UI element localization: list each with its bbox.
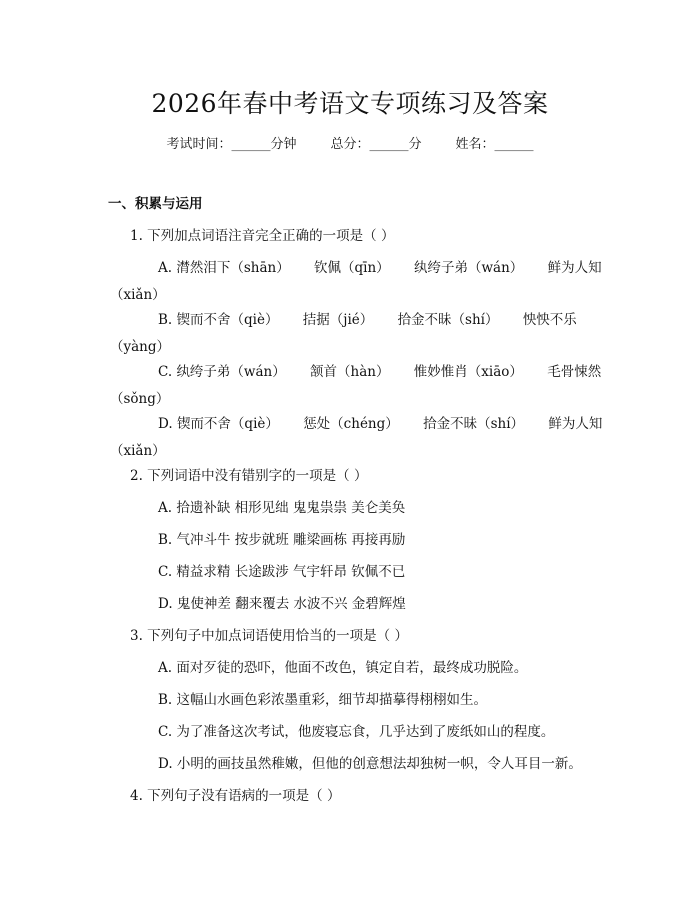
question-1-option-d xyxy=(110,412,603,459)
section-heading: 一、积累与运用 xyxy=(108,196,203,212)
option-label: D. xyxy=(158,416,173,432)
option-word: 惩处（chéng） xyxy=(303,416,399,432)
option-word: 拾金不昧（shí） xyxy=(397,312,499,328)
option-word: 鲜为人知 xyxy=(548,416,603,432)
question-1-option-c xyxy=(110,360,602,407)
option-word: 拾金不昧（shí） xyxy=(423,416,525,432)
total-score-field: 总分：______分 xyxy=(330,137,422,152)
option-word: 潸然泪下（shān） xyxy=(176,260,290,276)
question-4-stem: 4. 下列句子没有语病的一项是（ ） xyxy=(130,788,341,804)
option-word: 毛骨悚然 xyxy=(547,364,602,380)
option-word: 鲜为人知 xyxy=(547,260,602,276)
question-3-stem: 3. 下列句子中加点词语使用恰当的一项是（ ） xyxy=(130,628,408,644)
question-2-option-b: B. 气冲斗牛 按步就班 雕梁画栋 再接再励 xyxy=(158,532,406,548)
option-label: B. xyxy=(158,312,173,328)
question-2-option-a: A. 拾遗补缺 相形见绌 鬼鬼祟祟 美仑美奂 xyxy=(158,500,406,516)
question-3-option-b: B. 这幅山水画色彩浓墨重彩，细节却描摹得栩栩如生。 xyxy=(158,692,488,708)
option-wrap-tail: （xiǎn） xyxy=(110,443,166,459)
option-word: 颔首（hàn） xyxy=(310,364,390,380)
option-word: 惟妙惟肖（xiāo） xyxy=(413,364,523,380)
question-1-option-b xyxy=(110,308,590,355)
exam-info-line xyxy=(0,133,700,152)
document-title: 2026年春中考语文专项练习及答案 xyxy=(151,89,549,118)
student-name-field: 姓名：______ xyxy=(455,137,534,152)
option-word: 纨绔子弟（wán） xyxy=(176,364,286,380)
question-3-option-c: C. 为了准备这次考试，他废寝忘食，几乎达到了废纸如山的程度。 xyxy=(158,724,555,740)
question-1-stem: 1. 下列加点词语注音完全正确的一项是（ ） xyxy=(130,228,395,244)
option-label: A. xyxy=(158,260,173,276)
exam-time-field: 考试时间：______分钟 xyxy=(166,137,297,152)
option-wrap-tail: （yàng） xyxy=(110,339,171,355)
question-2-option-c: C. 精益求精 长途跋涉 气宇轩昂 钦佩不已 xyxy=(158,564,406,580)
option-wrap-tail: （xiǎn） xyxy=(110,287,166,303)
question-2-stem: 2. 下列词语中没有错别字的一项是（ ） xyxy=(130,468,368,484)
question-3-option-a: A. 面对歹徒的恐吓，他面不改色，镇定自若，最终成功脱险。 xyxy=(158,660,528,676)
option-word: 钦佩（qīn） xyxy=(314,260,390,276)
option-word: 怏怏不乐 xyxy=(522,312,577,328)
option-word: 锲而不舍（qiè） xyxy=(176,312,279,328)
option-wrap-tail: （sǒng） xyxy=(110,391,170,407)
option-word: 锲而不舍（qiè） xyxy=(176,416,279,432)
option-label: C. xyxy=(158,364,173,380)
question-1-option-a xyxy=(110,256,602,303)
question-2-option-d: D. 鬼使神差 翻来覆去 水波不兴 金碧辉煌 xyxy=(158,596,406,612)
option-word: 拮据（jié） xyxy=(302,312,374,328)
question-3-option-d: D. 小明的画技虽然稚嫩，但他的创意想法却独树一帜，令人耳目一新。 xyxy=(158,756,582,772)
option-word: 纨绔子弟（wán） xyxy=(413,260,524,276)
